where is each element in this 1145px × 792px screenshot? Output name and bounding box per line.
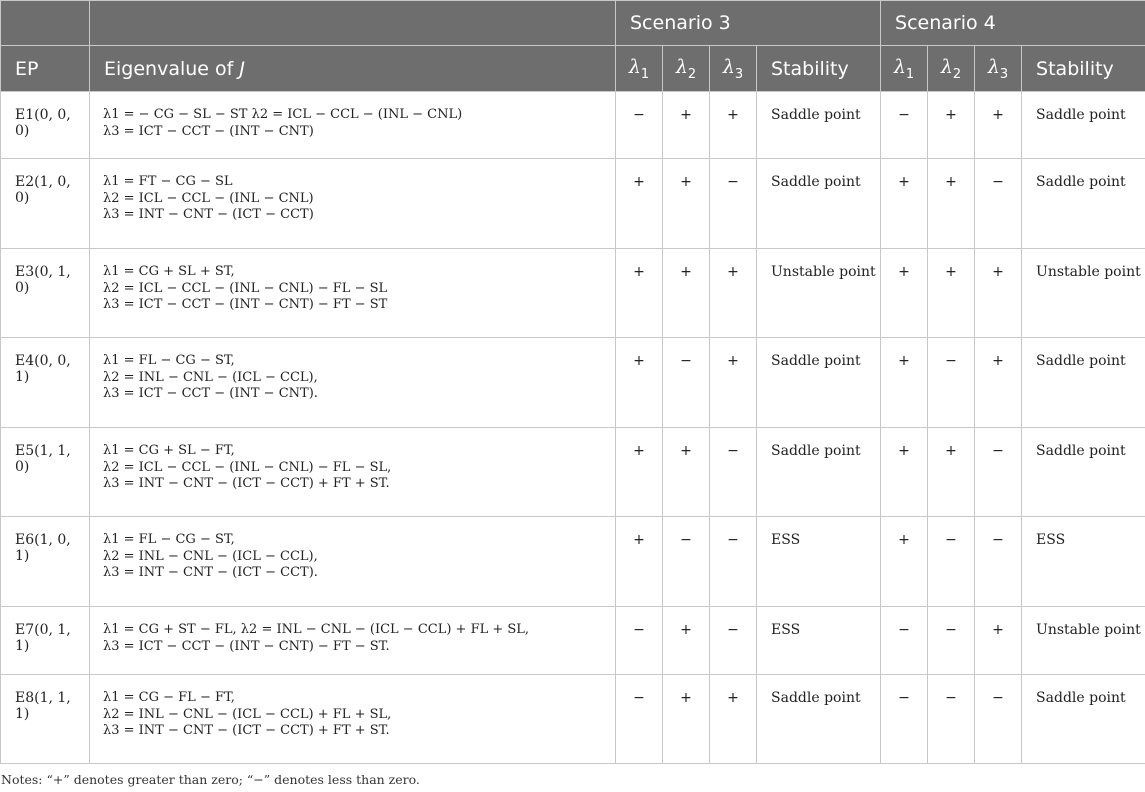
eigen-line: λ1 = − CG − SL − ST λ2 = ICL − CCL − (INL − CNL) xyxy=(103,107,463,122)
header-row-columns xyxy=(1,46,1145,92)
s4-lambda2-sign: − xyxy=(928,607,975,675)
s4-stability: Saddle point xyxy=(1022,159,1145,249)
s3-stability: ESS xyxy=(757,517,881,607)
s4-stability: Unstable point xyxy=(1022,607,1145,675)
eigenvalue-cell xyxy=(90,338,616,428)
s3-lambda1-sign: + xyxy=(616,338,663,428)
eigen-line: λ3 = ICT − CCT − (INT − CNT). xyxy=(103,386,318,401)
eigen-line: λ1 = CG + SL + ST, xyxy=(103,264,235,279)
s3-lambda1-sign: + xyxy=(616,249,663,338)
s3-lambda3-sign: + xyxy=(710,338,757,428)
s3-stability: Saddle point xyxy=(757,675,881,764)
header-row-scenarios xyxy=(1,1,1145,46)
ep-cell: E5(1, 1, 0) xyxy=(1,428,90,517)
ep-cell: E4(0, 0, 1) xyxy=(1,338,90,428)
ep-column-header: EP xyxy=(1,46,90,92)
eigenvalue-cell xyxy=(90,159,616,249)
eigen-line: λ2 = ICL − CCL − (INL − CNL) − FL − SL, xyxy=(103,459,392,475)
table-notes: Notes: “+” denotes greater than zero; “−” denotes less than zero. xyxy=(1,772,420,787)
eigenvalue-cell xyxy=(90,675,616,764)
eigenvalue-column-header xyxy=(90,46,616,92)
s3-lambda3-sign: − xyxy=(710,159,757,249)
eigen-line: λ1 = CG + SL − FT, xyxy=(103,443,235,458)
table-row-e3 xyxy=(1,249,1145,338)
s3-stability: Unstable point xyxy=(757,249,881,338)
s4-lambda2-header: $\lambda_2$ xyxy=(928,46,975,92)
s4-lambda1-sign: + xyxy=(881,428,928,517)
s4-lambda2-sign: + xyxy=(928,249,975,338)
s4-lambda3-sign: + xyxy=(975,92,1022,159)
s3-lambda3-sign: − xyxy=(710,428,757,517)
eigen-line: λ1 = FT − CG − SL xyxy=(103,174,233,189)
table-row-e5 xyxy=(1,428,1145,517)
ep-cell: E2(1, 0, 0) xyxy=(1,159,90,249)
s3-lambda1-header: $\lambda_1$ xyxy=(616,46,663,92)
s4-lambda2-sign: − xyxy=(928,517,975,607)
scenario-3-header: Scenario 3 xyxy=(616,1,881,46)
eigen-line: λ1 = FL − CG − ST, xyxy=(103,353,235,368)
s4-lambda3-sign: + xyxy=(975,607,1022,675)
s4-lambda2-sign: − xyxy=(928,338,975,428)
eigen-line: λ1 = FL − CG − ST, xyxy=(103,532,235,547)
s3-lambda2-sign: + xyxy=(663,159,710,249)
eigen-line: λ2 = ICL − CCL − (INL − CNL) − FL − SL xyxy=(103,280,388,296)
table-row-e2 xyxy=(1,159,1145,249)
eigenvalue-cell xyxy=(90,249,616,338)
s3-stability: Saddle point xyxy=(757,159,881,249)
header-empty-ep xyxy=(1,1,90,46)
s3-lambda1-sign: − xyxy=(616,675,663,764)
ep-cell: E7(0, 1, 1) xyxy=(1,607,90,675)
eigen-line: λ3 = ICT − CCT − (INT − CNT) − FT − ST xyxy=(103,297,388,312)
s4-lambda2-sign: + xyxy=(928,428,975,517)
s3-stability: ESS xyxy=(757,607,881,675)
s4-lambda3-sign: + xyxy=(975,249,1022,338)
table-row-e1 xyxy=(1,92,1145,159)
s3-lambda3-sign: + xyxy=(710,249,757,338)
s4-lambda3-sign: − xyxy=(975,517,1022,607)
s4-lambda1-sign: + xyxy=(881,249,928,338)
eigen-line: λ1 = CG + ST − FL, λ2 = INL − CNL − (ICL − CCL) + FL + SL, xyxy=(103,622,530,637)
s3-stability-header: Stability xyxy=(757,46,881,92)
s4-lambda3-sign: − xyxy=(975,159,1022,249)
s4-stability: Saddle point xyxy=(1022,338,1145,428)
s4-lambda3-sign: − xyxy=(975,428,1022,517)
eigen-line: λ3 = INT − CNT − (ICT − CCT) + FT + ST. xyxy=(103,723,390,738)
header-empty-eigen xyxy=(90,1,616,46)
s4-lambda3-sign: − xyxy=(975,675,1022,764)
scenario-4-header: Scenario 4 xyxy=(881,1,1145,46)
s4-stability: ESS xyxy=(1022,517,1145,607)
ep-cell: E1(0, 0, 0) xyxy=(1,92,90,159)
s3-stability: Saddle point xyxy=(757,428,881,517)
s4-stability: Saddle point xyxy=(1022,428,1145,517)
s4-lambda1-sign: − xyxy=(881,92,928,159)
s3-stability: Saddle point xyxy=(757,338,881,428)
eigen-line: λ3 = INT − CNT − (ICT − CCT) + FT + ST. xyxy=(103,476,390,491)
s3-lambda3-sign: − xyxy=(710,607,757,675)
s4-lambda1-sign: − xyxy=(881,607,928,675)
s3-lambda3-header: $\lambda_3$ xyxy=(710,46,757,92)
eigenvalue-cell xyxy=(90,607,616,675)
s3-lambda1-sign: + xyxy=(616,428,663,517)
s3-lambda2-sign: + xyxy=(663,607,710,675)
s4-lambda2-sign: − xyxy=(928,675,975,764)
s4-stability: Unstable point xyxy=(1022,249,1145,338)
eigenvalue-header-text: Eigenvalue of xyxy=(104,57,240,80)
s3-lambda2-sign: − xyxy=(663,338,710,428)
s4-lambda1-sign: − xyxy=(881,675,928,764)
s3-lambda1-sign: + xyxy=(616,517,663,607)
s4-stability-header: Stability xyxy=(1022,46,1145,92)
eigen-line: λ1 = CG − FL − FT, xyxy=(103,690,235,705)
eigenvalue-header-var: J xyxy=(239,57,245,80)
s4-lambda3-sign: + xyxy=(975,338,1022,428)
s4-lambda3-header: $\lambda_3$ xyxy=(975,46,1022,92)
s4-lambda1-header: $\lambda_1$ xyxy=(881,46,928,92)
s3-stability: Saddle point xyxy=(757,92,881,159)
eigenvalue-cell xyxy=(90,92,616,159)
s4-stability: Saddle point xyxy=(1022,675,1145,764)
s3-lambda2-header: $\lambda_2$ xyxy=(663,46,710,92)
eigen-line: λ2 = INL − CNL − (ICL − CCL), xyxy=(103,369,318,385)
eigen-line: λ3 = ICT − CCT − (INT − CNT) − FT − ST. xyxy=(103,638,390,654)
s3-lambda1-sign: − xyxy=(616,92,663,159)
eigen-line: λ3 = INT − CNT − (ICT − CCT) xyxy=(103,207,314,222)
eigenvalue-cell xyxy=(90,517,616,607)
s3-lambda2-sign: + xyxy=(663,675,710,764)
table-row-e7 xyxy=(1,607,1145,675)
s3-lambda2-sign: + xyxy=(663,249,710,338)
s4-lambda2-sign: + xyxy=(928,159,975,249)
s3-lambda2-sign: + xyxy=(663,92,710,159)
eigenvalue-cell xyxy=(90,428,616,517)
table-row-e4 xyxy=(1,338,1145,428)
s4-stability: Saddle point xyxy=(1022,92,1145,159)
s3-lambda2-sign: − xyxy=(663,517,710,607)
table-row-e8 xyxy=(1,675,1145,764)
ep-cell: E3(0, 1, 0) xyxy=(1,249,90,338)
table-row-e6 xyxy=(1,517,1145,607)
s3-lambda3-sign: + xyxy=(710,675,757,764)
eigen-line: λ2 = ICL − CCL − (INL − CNL) xyxy=(103,190,314,206)
s4-lambda2-sign: + xyxy=(928,92,975,159)
ep-cell: E6(1, 0, 1) xyxy=(1,517,90,607)
s3-lambda2-sign: + xyxy=(663,428,710,517)
s4-lambda1-sign: + xyxy=(881,159,928,249)
s4-lambda1-sign: + xyxy=(881,517,928,607)
eigen-line: λ3 = ICT − CCT − (INT − CNT) xyxy=(103,123,314,139)
s3-lambda3-sign: + xyxy=(710,92,757,159)
ep-cell: E8(1, 1, 1) xyxy=(1,675,90,764)
eigen-line: λ3 = INT − CNT − (ICT − CCT). xyxy=(103,565,318,580)
s3-lambda1-sign: − xyxy=(616,607,663,675)
s4-lambda1-sign: + xyxy=(881,338,928,428)
eigen-line: λ2 = INL − CNL − (ICL − CCL) + FL + SL, xyxy=(103,706,392,722)
s3-lambda1-sign: + xyxy=(616,159,663,249)
s3-lambda3-sign: − xyxy=(710,517,757,607)
eigen-line: λ2 = INL − CNL − (ICL − CCL), xyxy=(103,548,318,564)
